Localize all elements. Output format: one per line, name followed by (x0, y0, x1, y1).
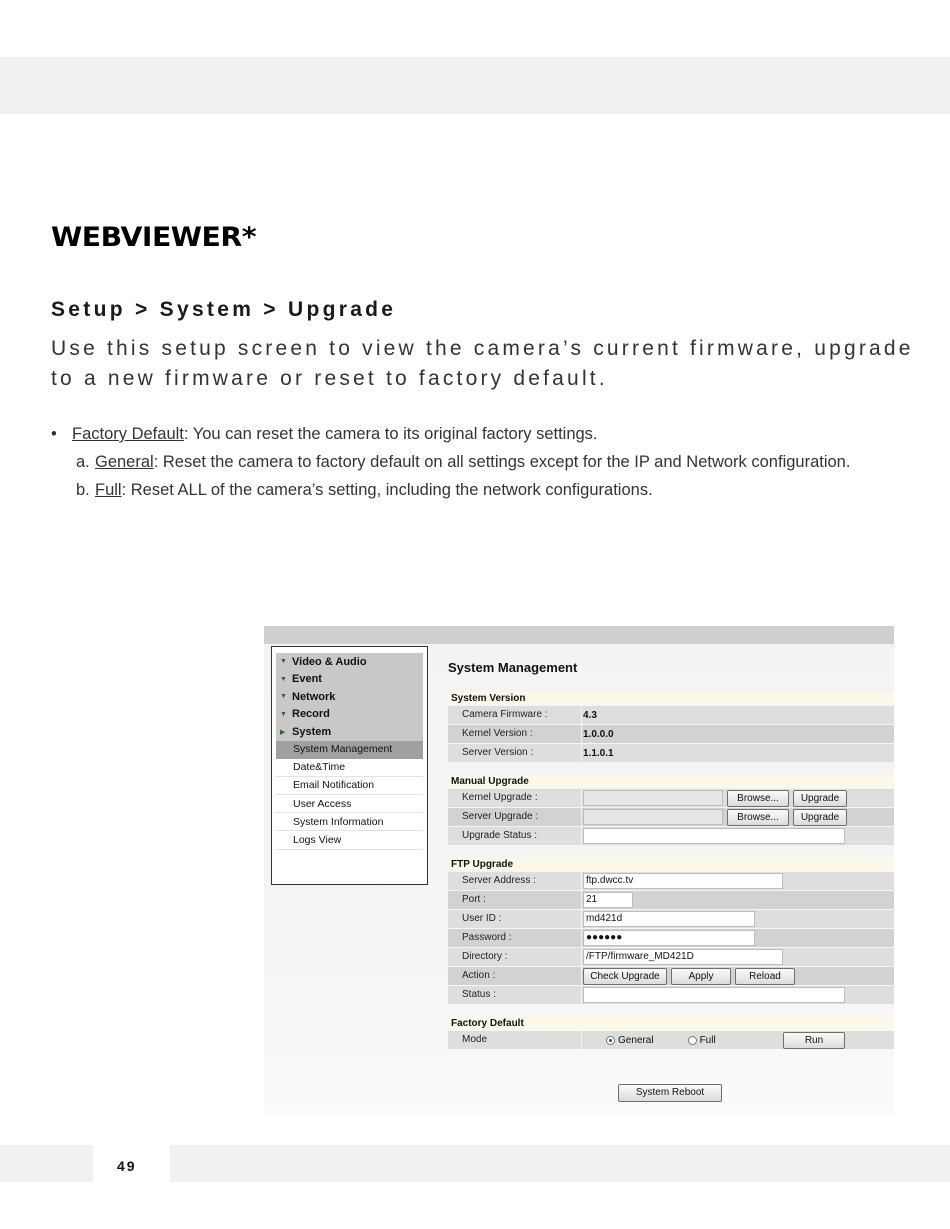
mode-full-radio[interactable]: Full (688, 1035, 716, 1046)
page-number: 49 (117, 1158, 137, 1174)
expand-arrow-icon: ▼ (280, 675, 287, 683)
sidebar-group-system[interactable]: ▶ System (280, 725, 332, 738)
server-address-row: Server Address : ftp.dwcc.tv (448, 872, 894, 890)
apply-button[interactable]: Apply (671, 968, 731, 985)
action-row: Action : Check Upgrade Apply Reload (448, 967, 894, 985)
server-address-input[interactable]: ftp.dwcc.tv (583, 873, 783, 889)
footer-band-left (0, 1145, 93, 1182)
sub-item-marker: b. (76, 481, 90, 499)
upgrade-status-row: Upgrade Status : (448, 827, 894, 845)
mode-row: Mode General Full Run (448, 1031, 894, 1049)
sidebar-group-record[interactable]: ▼ Record (280, 708, 330, 721)
sidebar-group-video-audio[interactable]: ▼ Video & Audio (280, 655, 367, 668)
screenshot-top-bar (264, 626, 894, 644)
kernel-browse-button[interactable]: Browse... (727, 790, 789, 807)
server-file-input[interactable] (583, 809, 723, 825)
sub-item-marker: a. (76, 453, 90, 471)
server-upgrade-button[interactable]: Upgrade (793, 809, 847, 826)
kernel-file-input[interactable] (583, 790, 723, 806)
sidebar-item-system-management[interactable]: System Management (276, 741, 423, 759)
sidebar-item-system-information[interactable]: System Information (276, 813, 423, 831)
run-button[interactable]: Run (783, 1032, 845, 1049)
system-management-panel (448, 656, 894, 1050)
bullet-list (51, 423, 911, 507)
bullet-dot: • (51, 425, 57, 443)
sub-item-general (51, 451, 911, 473)
kernel-upgrade-button[interactable]: Upgrade (793, 790, 847, 807)
reload-button[interactable]: Reload (735, 968, 795, 985)
sidebar-item-date-time[interactable]: Date&Time (276, 759, 423, 777)
directory-input[interactable]: /FTP/firmware_MD421D (583, 949, 783, 965)
sub-item-text: : Reset ALL of the camera’s setting, including the network configurations. (121, 481, 653, 499)
sidebar-group-event[interactable]: ▼ Event (280, 673, 322, 686)
ftp-upgrade-heading: FTP Upgrade (448, 858, 894, 871)
server-browse-button[interactable]: Browse... (727, 809, 789, 826)
system-version-heading: System Version (448, 692, 894, 705)
radio-unselected-icon (688, 1036, 697, 1045)
collapse-arrow-icon: ▶ (280, 728, 286, 736)
port-input[interactable]: 21 (583, 892, 633, 908)
expand-arrow-icon: ▼ (280, 693, 287, 701)
ftp-status-field (583, 987, 845, 1003)
footer-band-right (170, 1145, 950, 1182)
password-row: Password : ●●●●●● (448, 929, 894, 947)
manual-upgrade-heading: Manual Upgrade (448, 775, 894, 788)
ftp-status-row: Status : (448, 986, 894, 1004)
sidebar-item-email-notification[interactable]: Email Notification (276, 777, 423, 795)
sub-item-full (51, 479, 911, 501)
check-upgrade-button[interactable]: Check Upgrade (583, 968, 667, 985)
bullet-text: : You can reset the camera to its original factory settings. (183, 425, 598, 443)
expand-arrow-icon: ▼ (280, 710, 287, 718)
intro-paragraph: Use this setup screen to view the camera’s current firmware, upgrade to a new firmware or reset to factory default. (51, 337, 914, 390)
panel-title: System Management (448, 660, 578, 675)
bullet-factory-default (51, 423, 911, 445)
server-version-row: Server Version : 1.1.0.1 (448, 744, 894, 762)
user-id-input[interactable]: md421d (583, 911, 755, 927)
camera-firmware-row: Camera Firmware : 4.3 (448, 706, 894, 724)
user-id-row: User ID : md421d (448, 910, 894, 928)
sub-item-term: General (95, 453, 154, 471)
page-title: WEBVIEWER* (51, 222, 256, 253)
upgrade-status-field (583, 828, 845, 844)
sidebar-group-list (276, 653, 423, 741)
sub-item-term: Full (95, 481, 122, 499)
port-row: Port : 21 (448, 891, 894, 909)
kernel-version-row: Kernel Version : 1.0.0.0 (448, 725, 894, 743)
server-upgrade-row: Server Upgrade : Browse... Upgrade (448, 808, 894, 826)
radio-selected-icon (606, 1036, 615, 1045)
system-reboot-button[interactable]: System Reboot (618, 1084, 722, 1102)
sidebar-group-network[interactable]: ▼ Network (280, 690, 336, 703)
expand-arrow-icon: ▼ (280, 658, 287, 666)
server-version-value: 1.1.0.1 (581, 744, 894, 762)
sidebar-item-logs-view[interactable]: Logs View (276, 831, 423, 849)
header-band (0, 57, 950, 114)
kernel-version-value: 1.0.0.0 (581, 725, 894, 743)
section-subtitle: Setup > System > Upgrade (51, 298, 397, 321)
kernel-upgrade-row: Kernel Upgrade : Browse... Upgrade (448, 789, 894, 807)
password-input[interactable]: ●●●●●● (583, 930, 755, 946)
camera-firmware-value: 4.3 (581, 706, 894, 724)
mode-general-radio[interactable]: General (606, 1035, 654, 1046)
factory-default-heading: Factory Default (448, 1017, 894, 1030)
bullet-term: Factory Default (72, 425, 184, 443)
setup-sidebar (271, 646, 428, 885)
directory-row: Directory : /FTP/firmware_MD421D (448, 948, 894, 966)
sidebar-item-user-access[interactable]: User Access (276, 795, 423, 813)
sub-item-text: : Reset the camera to factory default on all settings except for the IP and Network configuration. (153, 453, 851, 471)
system-management-screenshot (264, 626, 894, 1116)
